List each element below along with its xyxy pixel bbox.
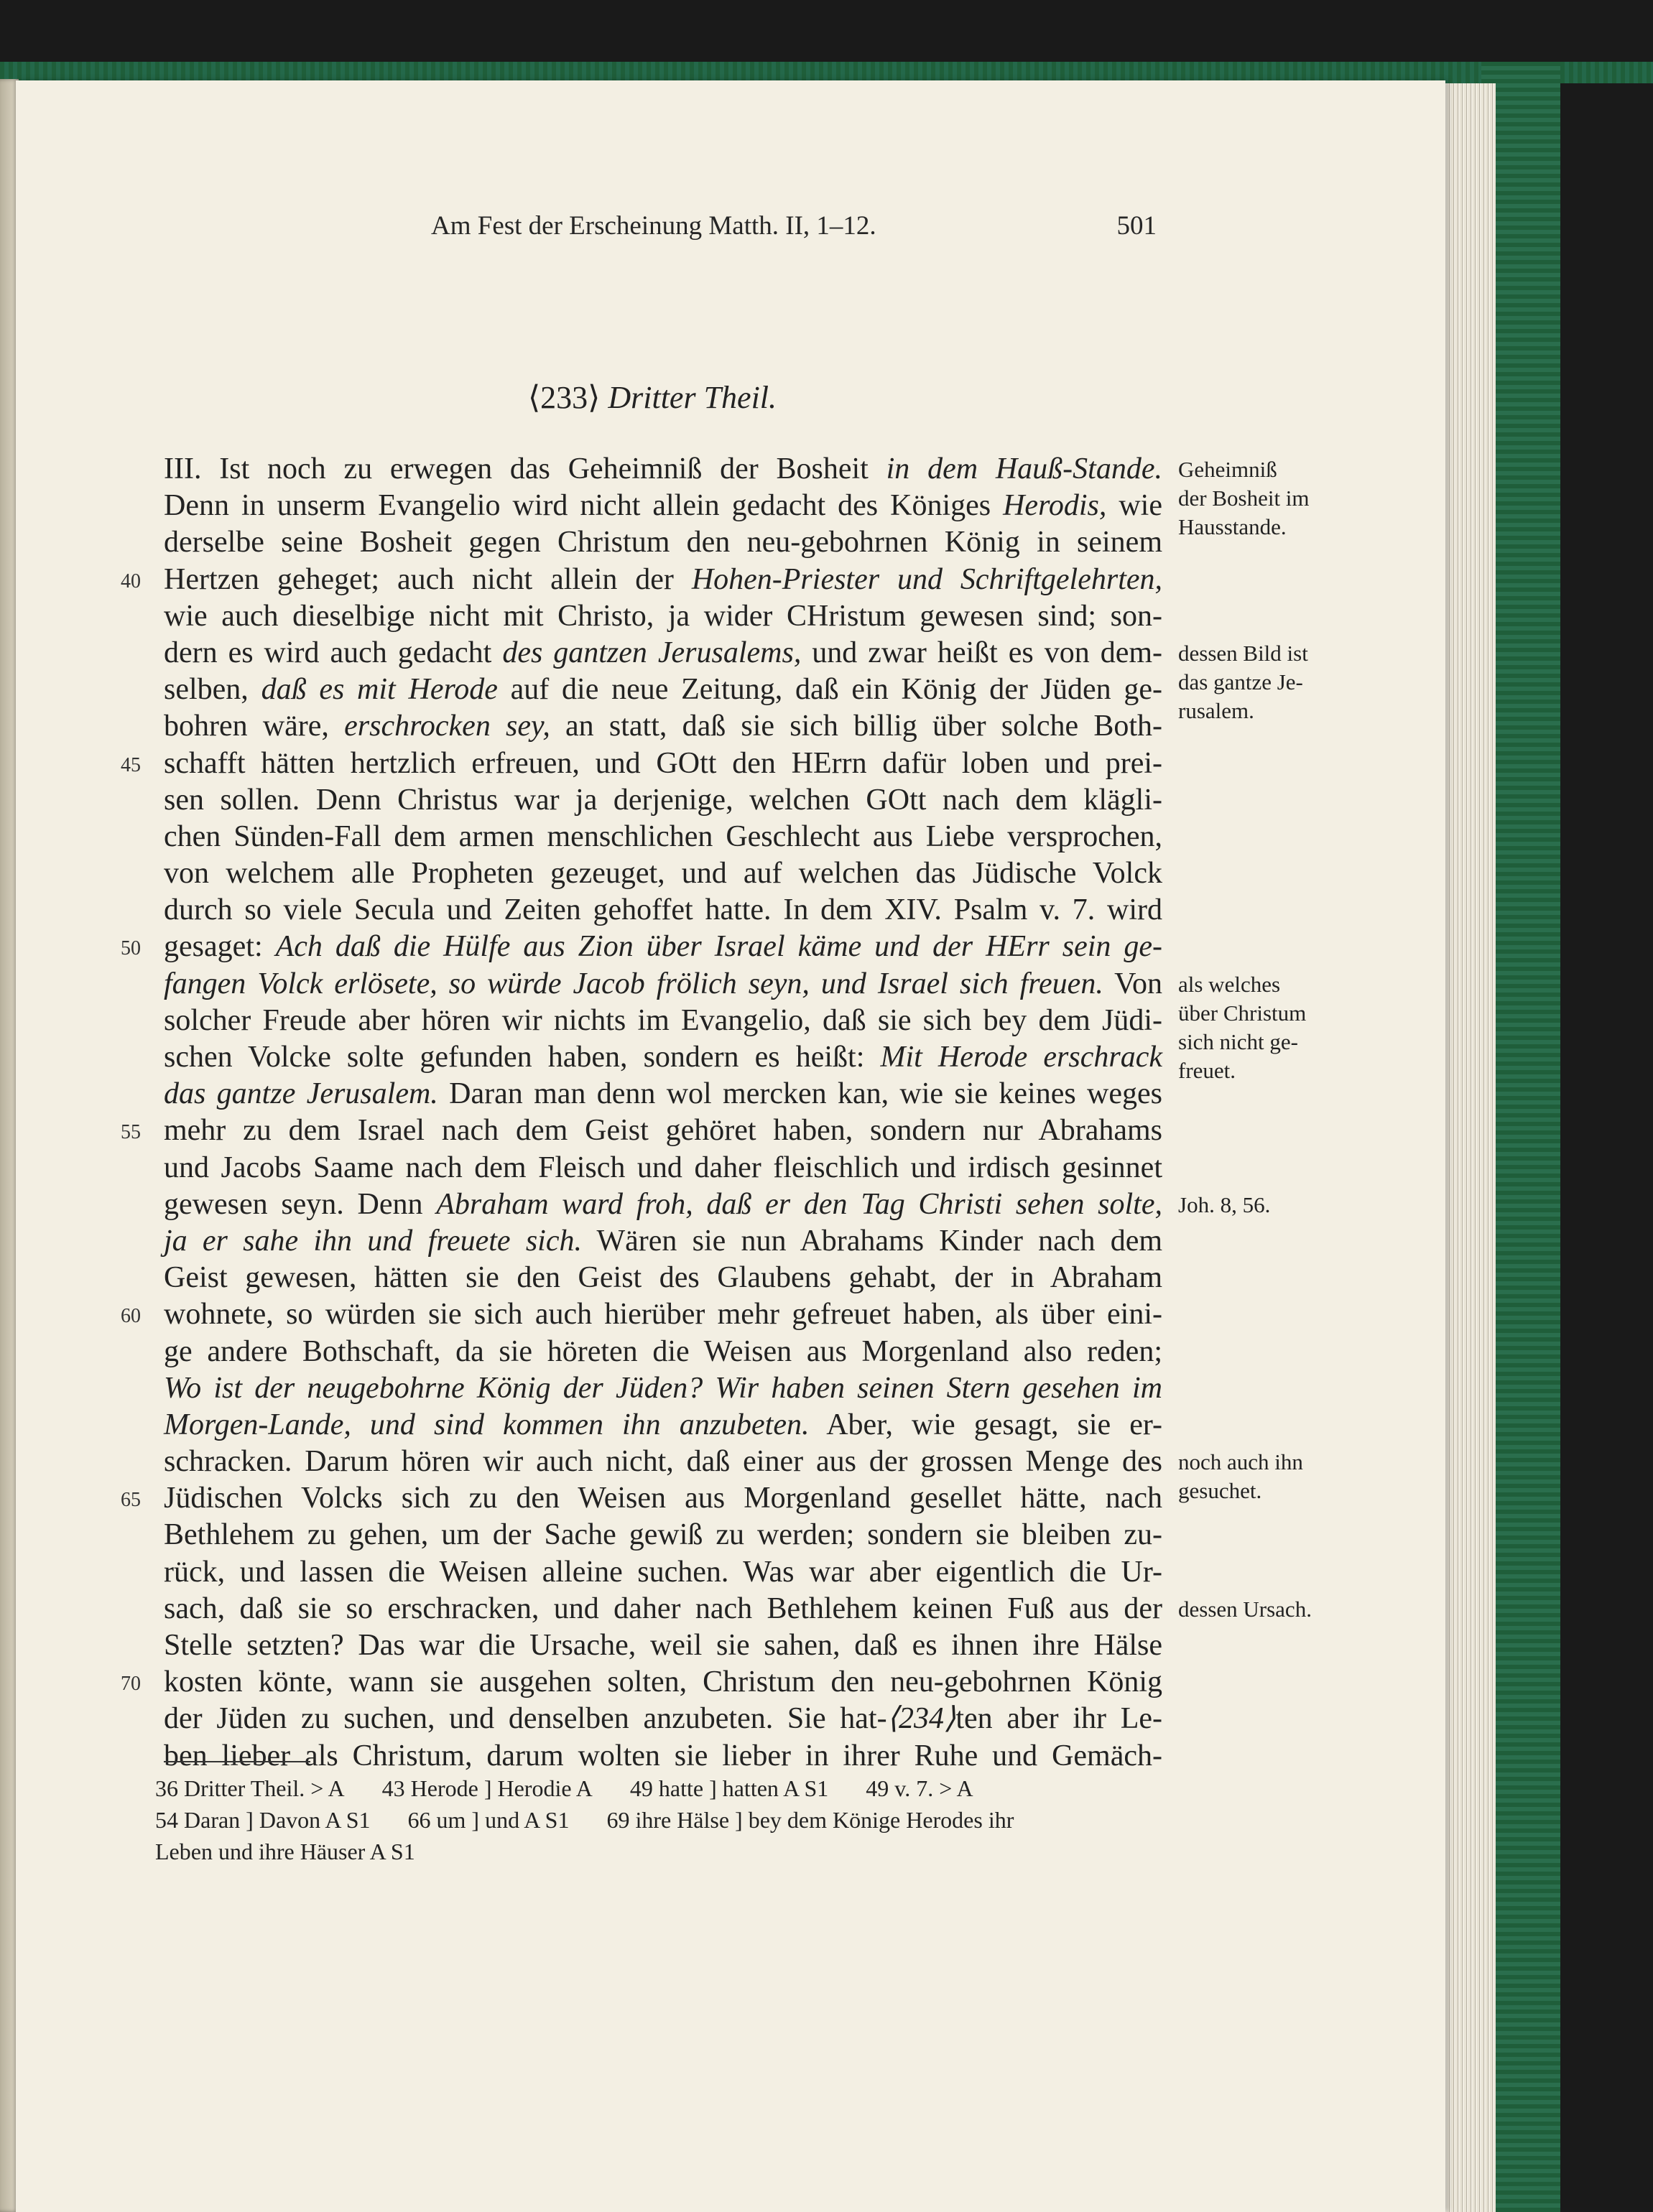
text-run: solcher Freude aber hören wir nichts im Evangelio, daß sie sich bey dem Jüdi- xyxy=(164,1003,1162,1037)
text-line xyxy=(164,1407,1162,1444)
margin-note xyxy=(1178,639,1351,725)
text-run: wohnete, so würden sie sich auch hierüber mehr gefreuet haben, als über eini- xyxy=(164,1298,1162,1332)
text-line xyxy=(164,1701,1162,1737)
line-number: 45 xyxy=(121,753,141,776)
italic-text: in dem Hauß-Stande. xyxy=(886,452,1162,485)
margin-note-line: Geheimniß xyxy=(1178,457,1277,482)
running-head-title: Am Fest der Erscheinung Matth. II, 1–12. xyxy=(431,211,876,241)
text-line xyxy=(164,1627,1162,1664)
text-line xyxy=(121,929,1162,965)
text-line xyxy=(164,819,1162,855)
italic-text: ⟨234⟩ xyxy=(886,1702,956,1736)
apparatus-line-ref: 49 xyxy=(866,1775,889,1801)
text-run: gewesen seyn. Denn xyxy=(164,1187,437,1221)
text-line xyxy=(164,1444,1162,1480)
margin-note xyxy=(1178,1595,1351,1624)
text-run: bohren wäre, xyxy=(164,710,345,743)
apparatus-line-ref: 54 xyxy=(155,1807,178,1833)
italic-text: Ach daß die Hülfe aus Zion über Israel käme und der HErr sein ge- xyxy=(275,930,1162,964)
text-run: Von xyxy=(1103,967,1162,1000)
critical-apparatus xyxy=(155,1772,1162,1867)
text-line xyxy=(121,562,1162,598)
line-number: 70 xyxy=(121,1673,141,1696)
page-number: 501 xyxy=(1116,211,1157,241)
main-text xyxy=(121,451,1163,1775)
margin-note xyxy=(1178,970,1351,1085)
line-number: 60 xyxy=(121,1305,141,1328)
apparatus-entry: ihre Hälse ] bey dem Könige Herodes ihr xyxy=(635,1807,1014,1833)
text-line xyxy=(164,1554,1162,1591)
text-line xyxy=(164,598,1162,635)
text-run: III. Ist noch zu erwegen das Geheimniß der Bosheit xyxy=(164,452,886,485)
text-run: Hertzen geheget; auch nicht allein der xyxy=(164,562,692,596)
italic-text: Wo ist der neugebohrne König der Jüden? Wir haben seinen Stern gesehen im xyxy=(164,1371,1162,1405)
italic-text: des gantzen Jerusalems, xyxy=(502,636,802,669)
margin-note xyxy=(1178,455,1351,542)
margin-note-line: über Christum xyxy=(1178,1000,1307,1026)
text-run: chen Sünden-Fall dem armen menschlichen Geschlecht aus Liebe versprochen, xyxy=(164,819,1162,853)
text-line xyxy=(121,1296,1162,1333)
text-line xyxy=(121,745,1162,782)
text-line xyxy=(121,1112,1162,1149)
text-run: von welchem alle Propheten gezeuget, und auf welchen das Jüdische Volck xyxy=(164,857,1162,891)
text-run: schafft hätten hertzlich erfreuen, und GOtt den HErrn dafür loben und prei- xyxy=(164,746,1162,780)
italic-text: Abraham ward froh, daß er den Tag Christi sehen solte, xyxy=(436,1187,1162,1221)
italic-text: fangen Volck erlösete, so würde Jacob frölich seyn, und Israel sich freuen. xyxy=(164,967,1103,1000)
margin-note-line: gesuchet. xyxy=(1178,1478,1262,1504)
text-run: schracken. Darum hören wir auch nicht, daß einer aus der grossen Menge des xyxy=(164,1445,1162,1479)
footnote-rule xyxy=(164,1761,310,1762)
text-run: selben, xyxy=(164,673,261,707)
text-line xyxy=(164,1150,1162,1186)
apparatus-line-ref: 43 xyxy=(381,1775,405,1801)
text-run: ge andere Bothschaft, da sie höreten die Weisen aus Morgenland also reden; xyxy=(164,1334,1162,1368)
text-run: Denn in unserm Evangelio wird nicht allein gedacht des Königes xyxy=(164,489,1004,523)
italic-text: ja er sahe ihn und freuete sich. xyxy=(164,1224,582,1258)
margin-note xyxy=(1178,1191,1351,1219)
italic-text: erschrocken sey, xyxy=(344,710,550,743)
apparatus-entry: hatte ] hatten A S1 xyxy=(658,1775,829,1801)
page-marker: ⟨233⟩ xyxy=(528,380,601,415)
text-run: und Jacobs Saame nach dem Fleisch und daher fleischlich und irdisch gesinnet xyxy=(164,1151,1162,1184)
apparatus-line-ref: 49 xyxy=(629,1775,653,1801)
text-line xyxy=(164,1334,1162,1370)
text-line xyxy=(164,488,1162,524)
text-run: Bethlehem zu gehen, um der Sache gewiß zu werden; sondern sie bleiben zu- xyxy=(164,1518,1162,1552)
text-run: sach, daß sie so erschracken, und daher nach Bethlehem keinen Fuß aus der xyxy=(164,1591,1162,1625)
line-number: 50 xyxy=(121,937,141,960)
text-line xyxy=(164,1738,1162,1775)
text-line xyxy=(164,635,1162,672)
margin-note-line: Joh. 8, 56. xyxy=(1178,1192,1271,1217)
text-line xyxy=(164,966,1162,1003)
text-line xyxy=(164,708,1162,745)
apparatus-entry: v. 7. > A xyxy=(894,1775,973,1801)
text-line xyxy=(164,1370,1162,1407)
apparatus-line-ref: 36 xyxy=(155,1775,178,1801)
text-run: Daran man denn wol mercken kan, wie sie keines weges xyxy=(437,1077,1162,1111)
text-run: durch so viele Secula und Zeiten gehoffet hatte. In dem XIV. Psalm v. 7. wird xyxy=(164,893,1162,927)
text-run: Wären sie nun Abrahams Kinder nach dem xyxy=(581,1224,1163,1258)
text-run: Jüdischen Volcks sich zu den Weisen aus Morgenland gesellet hätte, nach xyxy=(164,1482,1162,1515)
text-line xyxy=(121,1480,1162,1517)
text-run: derselbe seine Bosheit gegen Christum den neu-gebohrnen König in seinem xyxy=(164,526,1162,559)
italic-text: Herodis, xyxy=(1003,489,1107,523)
text-line xyxy=(164,1076,1162,1112)
text-run: sen sollen. Denn Christus war ja derjenige, welchen GOtt nach dem klägli- xyxy=(164,783,1162,817)
text-line xyxy=(164,855,1162,892)
text-run: mehr zu dem Israel nach dem Geist gehöret haben, sondern nur Abrahams xyxy=(164,1114,1162,1148)
margin-note-line: Hausstande. xyxy=(1178,514,1287,539)
apparatus-entry: Herode ] Herodie A xyxy=(410,1775,593,1801)
line-number: 40 xyxy=(121,570,141,592)
apparatus-entry: Leben und ihre Häuser A S1 xyxy=(155,1839,415,1864)
text-line xyxy=(164,1591,1162,1627)
text-line xyxy=(121,1664,1162,1701)
text-line xyxy=(164,451,1162,488)
text-run: ben lieber als Christum, darum wolten sie lieber in ihrer Ruhe und Gemäch- xyxy=(164,1739,1162,1772)
apparatus-line-ref: 69 xyxy=(606,1807,630,1833)
text-line xyxy=(164,892,1162,929)
margin-note-line: dessen Bild ist xyxy=(1178,641,1308,666)
italic-text: Morgen-Lande, und sind kommen ihn anzubeten. xyxy=(164,1408,810,1441)
text-run: gesaget: xyxy=(164,930,276,964)
text-run: kosten könte, wann sie ausgehen solten, Christum den neu-gebohrnen König xyxy=(164,1665,1162,1699)
margin-note-line: dessen Ursach. xyxy=(1178,1597,1312,1622)
text-run: rück, und lassen die Weisen alleine suchen. Was war aber eigentlich die Ur- xyxy=(164,1555,1162,1589)
text-line xyxy=(164,1039,1162,1076)
margin-note xyxy=(1178,1448,1351,1505)
line-number: 55 xyxy=(121,1121,141,1144)
section-title: Dritter Theil. xyxy=(608,380,777,415)
text-line xyxy=(164,1517,1162,1553)
text-line xyxy=(164,1003,1162,1039)
text-run: dern es wird auch gedacht xyxy=(164,636,503,669)
text-line xyxy=(164,672,1162,708)
apparatus-line xyxy=(155,1836,1162,1867)
line-number: 65 xyxy=(121,1489,141,1512)
margin-note-line: rusalem. xyxy=(1178,698,1254,723)
apparatus-line-ref: 66 xyxy=(407,1807,431,1833)
apparatus-entry: Daran ] Davon A S1 xyxy=(184,1807,371,1833)
text-run: schen Volcke solte gefunden haben, sondern es heißt: xyxy=(164,1041,881,1074)
apparatus-entry: Dritter Theil. > A xyxy=(184,1775,345,1801)
text-run: Stelle setzten? Das war die Ursache, weil sie sahen, daß es ihnen ihre Hälse xyxy=(164,1629,1162,1662)
italic-text: Mit Herode erschrack xyxy=(880,1041,1162,1074)
text-run: wie xyxy=(1106,489,1162,523)
apparatus-line xyxy=(155,1772,1162,1804)
text-line xyxy=(164,524,1162,561)
text-line xyxy=(164,1223,1162,1260)
text-run: Geist gewesen, hätten sie den Geist des Glaubens gehabt, der in Abraham xyxy=(164,1261,1162,1295)
margin-note-line: sich nicht ge- xyxy=(1178,1028,1299,1054)
text-run: und zwar heißt es von dem- xyxy=(801,636,1162,669)
text-line xyxy=(164,1260,1162,1296)
apparatus-entry: um ] und A S1 xyxy=(436,1807,570,1833)
margin-note-line: als welches xyxy=(1178,971,1281,997)
margin-note-line: noch auch ihn xyxy=(1178,1449,1303,1475)
text-run: der Jüden zu suchen, und denselben anzubeten. Sie hat- xyxy=(164,1702,887,1736)
margin-note-line: freuet. xyxy=(1178,1057,1236,1083)
text-line xyxy=(164,782,1162,819)
text-line xyxy=(164,1186,1162,1223)
italic-text: daß es mit Herode xyxy=(261,673,498,707)
text-run: an statt, daß sie sich billig über solche Both- xyxy=(550,710,1163,743)
margin-note-line: das gantze Je- xyxy=(1178,669,1303,694)
section-heading xyxy=(528,379,777,416)
apparatus-line xyxy=(155,1804,1162,1836)
margin-note-line: der Bosheit im xyxy=(1178,485,1310,511)
italic-text: Hohen-Priester und Schriftgelehrten, xyxy=(691,562,1162,596)
text-run: auf die neue Zeitung, daß ein König der Jüden ge- xyxy=(497,673,1162,707)
italic-text: das gantze Jerusalem. xyxy=(164,1077,438,1111)
text-run: wie auch dieselbige nicht mit Christo, ja wider CHristum gewesen sind; son- xyxy=(164,599,1162,633)
text-run: ten aber ihr Le- xyxy=(955,1702,1162,1736)
text-run: Aber, wie gesagt, sie er- xyxy=(809,1408,1162,1441)
